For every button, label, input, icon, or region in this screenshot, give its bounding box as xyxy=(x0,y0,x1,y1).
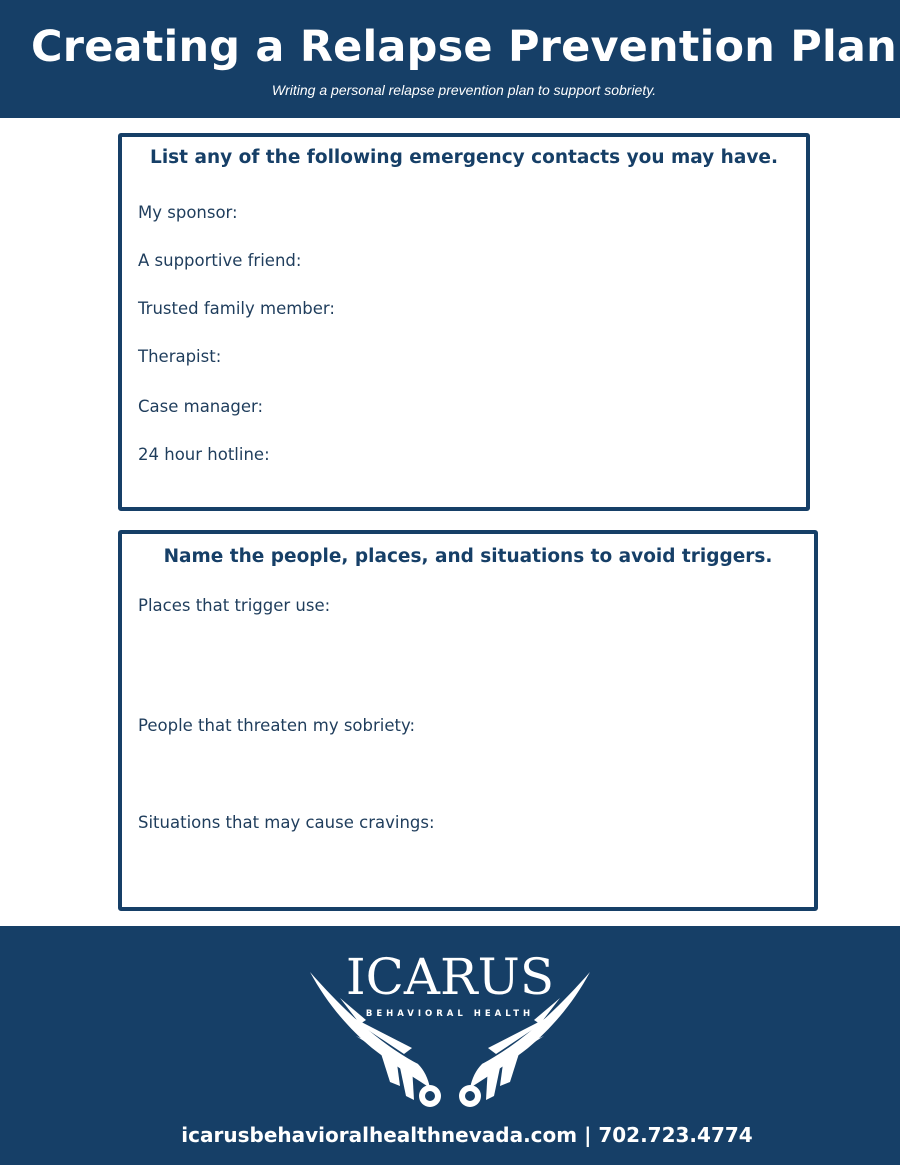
logo-tagline: BEHAVIORAL HEALTH xyxy=(365,1009,535,1019)
header-banner xyxy=(0,0,900,118)
footer-banner xyxy=(0,926,900,1165)
triggers-box xyxy=(118,530,818,911)
page-subtitle: Writing a personal relapse prevention plan to support sobriety. xyxy=(271,82,657,98)
field-situations-cravings: Situations that may cause cravings: xyxy=(138,813,435,832)
emergency-contacts-box xyxy=(118,133,810,511)
logo-name: ICARUS xyxy=(345,948,555,1006)
field-people-threaten: People that threaten my sobriety: xyxy=(138,716,416,735)
field-therapist: Therapist: xyxy=(138,347,222,366)
page-title: Creating a Relapse Prevention Plan xyxy=(31,22,897,72)
field-case-manager: Case manager: xyxy=(138,397,264,416)
field-sponsor: My sponsor: xyxy=(138,203,238,222)
field-hotline: 24 hour hotline: xyxy=(138,445,270,464)
field-trusted-family-member: Trusted family member: xyxy=(138,299,335,318)
triggers-heading: Name the people, places, and situations to avoid triggers. xyxy=(163,546,773,567)
field-supportive-friend: A supportive friend: xyxy=(138,251,302,270)
footer-contact: icarusbehavioralhealthnevada.com | 702.723.4774 xyxy=(181,1123,753,1147)
emergency-contacts-heading: List any of the following emergency contacts you may have. xyxy=(150,147,778,168)
field-places-trigger: Places that trigger use: xyxy=(138,596,331,615)
icarus-wings-logo-icon xyxy=(300,936,600,1121)
